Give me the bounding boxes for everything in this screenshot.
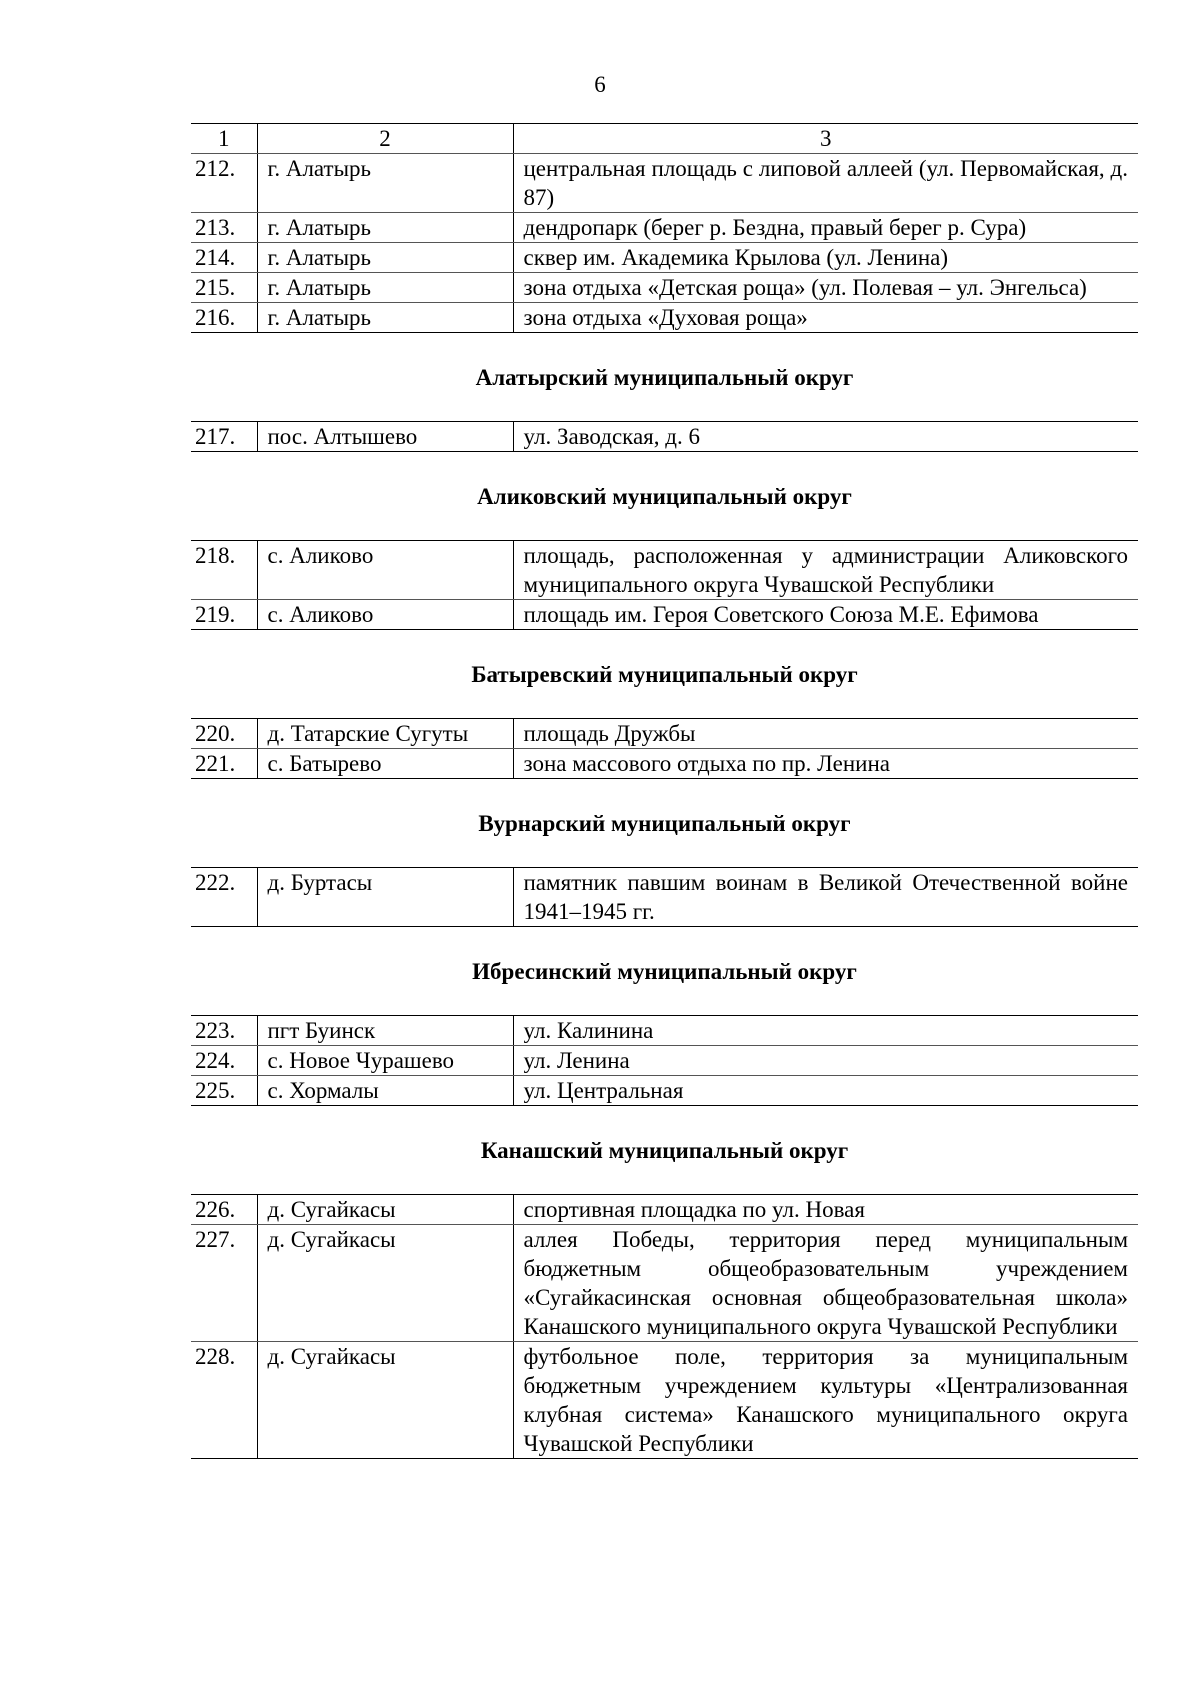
row-settlement: д. Сугайкасы: [257, 1195, 513, 1225]
row-description: ул. Центральная: [513, 1076, 1138, 1106]
row-description: центральная площадь с липовой аллеей (ул. Первомайская, д. 87): [513, 154, 1138, 213]
table-row: [191, 303, 1138, 333]
page-number: 6: [594, 72, 606, 97]
row-number: 223.: [191, 1016, 257, 1046]
table-row: [191, 1076, 1138, 1106]
table-row: [191, 600, 1138, 630]
row-number: 213.: [191, 213, 257, 243]
row-settlement: с. Аликово: [257, 541, 513, 600]
row-settlement: г. Алатырь: [257, 303, 513, 333]
table-row: [191, 1342, 1138, 1459]
row-number: 219.: [191, 600, 257, 630]
header-col-3: 3: [513, 124, 1138, 154]
row-description: сквер им. Академика Крылова (ул. Ленина): [513, 243, 1138, 273]
row-settlement: г. Алатырь: [257, 213, 513, 243]
section-table: [191, 1015, 1138, 1106]
row-number: 218.: [191, 541, 257, 600]
row-settlement: д. Буртасы: [257, 868, 513, 927]
section-table: [191, 1194, 1138, 1459]
row-number: 226.: [191, 1195, 257, 1225]
row-settlement: с. Новое Чурашево: [257, 1046, 513, 1076]
row-settlement: г. Алатырь: [257, 273, 513, 303]
table-row: [191, 749, 1138, 779]
row-settlement: пгт Буинск: [257, 1016, 513, 1046]
row-description: аллея Победы, территория перед муниципальным бюджетным общеобразовательным учреждением «Сугайкасинская основная общеобразовательная школа» Канашского муниципального округа Чувашской Республики: [513, 1225, 1138, 1342]
row-description: футбольное поле, территория за муниципальным бюджетным учреждением культуры «Централизованная клубная система» Канашского муниципального округа Чувашской Республики: [513, 1342, 1138, 1459]
row-settlement: д. Сугайкасы: [257, 1225, 513, 1342]
section-heading: Канашский муниципальный округ: [480, 1138, 849, 1163]
section-heading: Аликовский муниципальный округ: [477, 484, 852, 509]
row-number: 220.: [191, 719, 257, 749]
row-settlement: д. Татарские Сугуты: [257, 719, 513, 749]
section-heading: Вурнарский муниципальный округ: [478, 811, 851, 836]
section-table: [191, 540, 1138, 630]
section-table: [191, 421, 1138, 452]
table-row: [191, 243, 1138, 273]
row-settlement: г. Алатырь: [257, 243, 513, 273]
row-description: ул. Ленина: [513, 1046, 1138, 1076]
row-number: 227.: [191, 1225, 257, 1342]
row-settlement: с. Батырево: [257, 749, 513, 779]
row-settlement: д. Сугайкасы: [257, 1342, 513, 1459]
table-row: [191, 719, 1138, 749]
table-header-row: [191, 124, 1138, 154]
row-number: 221.: [191, 749, 257, 779]
row-description: ул. Заводская, д. 6: [513, 422, 1138, 452]
table-row: [191, 422, 1138, 452]
table-row: [191, 541, 1138, 600]
row-description: дендропарк (берег р. Бездна, правый берег р. Сура): [513, 213, 1138, 243]
document-body: [191, 123, 1138, 1459]
section-table: [191, 718, 1138, 779]
table-row: [191, 273, 1138, 303]
row-description: площадь, расположенная у администрации Аликовского муниципального округа Чувашской Республики: [513, 541, 1138, 600]
intro-table: [191, 123, 1138, 333]
table-row: [191, 213, 1138, 243]
row-settlement: г. Алатырь: [257, 154, 513, 213]
header-col-2: 2: [257, 124, 513, 154]
row-settlement: с. Аликово: [257, 600, 513, 630]
row-number: 228.: [191, 1342, 257, 1459]
table-row: [191, 1225, 1138, 1342]
table-row: [191, 868, 1138, 927]
row-description: зона отдыха «Духовая роща»: [513, 303, 1138, 333]
row-number: 225.: [191, 1076, 257, 1106]
row-description: памятник павшим воинам в Великой Отечественной войне 1941–1945 гг.: [513, 868, 1138, 927]
row-number: 216.: [191, 303, 257, 333]
row-number: 212.: [191, 154, 257, 213]
intro-table-body: [191, 124, 1138, 333]
row-description: спортивная площадка по ул. Новая: [513, 1195, 1138, 1225]
sections-container: [191, 363, 1138, 1459]
row-number: 224.: [191, 1046, 257, 1076]
section-heading: Алатырский муниципальный округ: [475, 365, 854, 390]
section-heading: Ибресинский муниципальный округ: [472, 959, 857, 984]
row-description: площадь Дружбы: [513, 719, 1138, 749]
section-heading: Батыревский муниципальный округ: [471, 662, 858, 687]
row-description: зона массового отдыха по пр. Ленина: [513, 749, 1138, 779]
section-table: [191, 867, 1138, 927]
row-number: 222.: [191, 868, 257, 927]
row-description: ул. Калинина: [513, 1016, 1138, 1046]
table-row: [191, 1046, 1138, 1076]
row-settlement: с. Хормалы: [257, 1076, 513, 1106]
row-settlement: пос. Алтышево: [257, 422, 513, 452]
row-number: 217.: [191, 422, 257, 452]
table-row: [191, 1195, 1138, 1225]
table-row: [191, 1016, 1138, 1046]
row-description: зона отдыха «Детская роща» (ул. Полевая – ул. Энгельса): [513, 273, 1138, 303]
table-row: [191, 154, 1138, 213]
row-number: 214.: [191, 243, 257, 273]
header-col-1: 1: [191, 124, 257, 154]
row-number: 215.: [191, 273, 257, 303]
row-description: площадь им. Героя Советского Союза М.Е. Ефимова: [513, 600, 1138, 630]
